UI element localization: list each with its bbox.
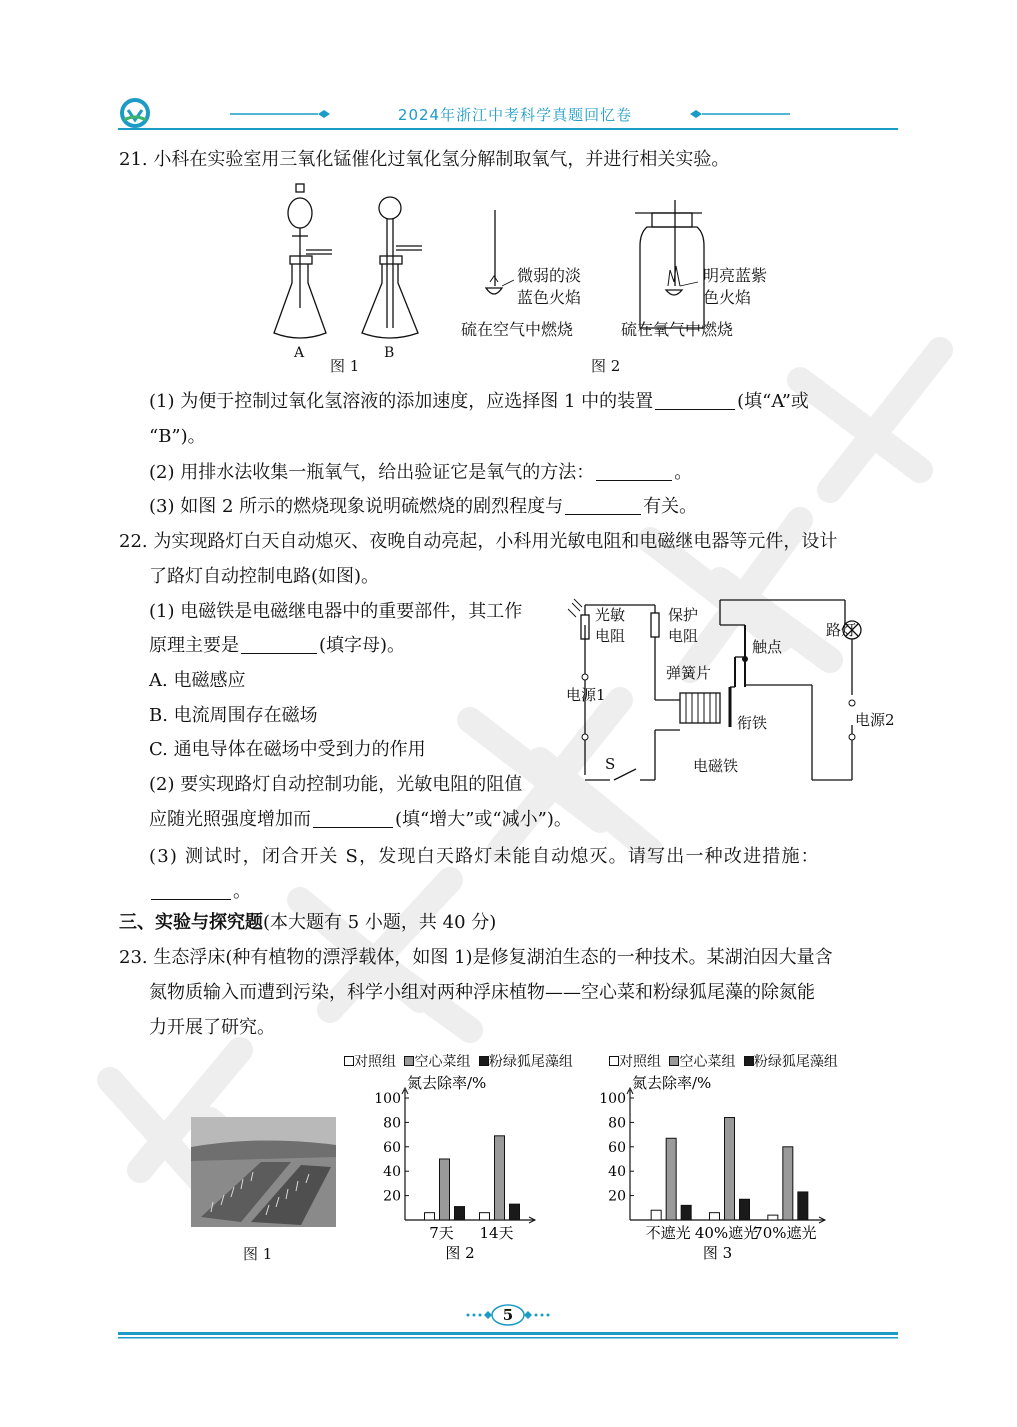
y-tick-label: 60 [608,1139,626,1156]
bar [768,1215,778,1220]
bar [710,1213,720,1220]
flame-air-label-2: 蓝色火焰 [517,288,582,307]
chart-caption: 图 3 [702,1244,733,1262]
q22-stem-2: 了路灯自动控制电路(如图)。 [149,566,380,587]
answer-blank[interactable] [313,809,393,828]
y-tick-label: 40 [608,1164,626,1181]
y-tick-label: 40 [383,1164,401,1181]
q21-fig2-caption: 图 2 [591,357,621,375]
bar [455,1207,465,1220]
chart3-legend: 对照组 空心菜组 粉绿狐尾藻组 [609,1051,838,1071]
bottle-oxygen-icon [635,200,704,328]
answer-blank[interactable] [151,881,231,900]
header-ornament-right [690,108,790,120]
x-tick-label: 7天 [429,1224,454,1242]
nitrogen-removal-chart-time [360,1072,550,1272]
electromagnet-label: 电磁铁 [693,757,739,775]
spring-label: 弹簧片 [666,664,712,682]
bar [666,1138,676,1220]
y-tick-label: 20 [383,1188,401,1205]
bar [425,1213,435,1220]
q22-option-c: C. 通电导体在磁场中受到力的作用 [149,739,426,760]
source2-label: 电源2 [855,711,895,729]
legend-swatch-parrot [744,1056,754,1066]
y-tick-label: 100 [374,1091,401,1107]
legend-swatch-control [344,1056,354,1066]
photoresistor-label-1: 光敏 [595,606,626,624]
q23-stem-2: 氮物质输入而遭到污染，科学小组对两种浮床植物——空心菜和粉绿狐尾藻的除氮能 [149,982,815,1003]
air-burning-caption: 硫在空气中燃烧 [461,320,574,339]
y-tick-label: 80 [383,1115,401,1132]
switch-label: S [605,755,616,773]
flame-oxygen-label-1: 明亮蓝紫 [703,266,768,285]
x-tick-label: 70%遮光 [753,1224,817,1242]
page-header-title: 2024年浙江中考科学真题回忆卷 [397,106,633,124]
answer-blank[interactable] [596,462,672,481]
flame-air-label-1: 微弱的淡 [517,266,582,285]
y-axis-label: 氮去除率/% [407,1074,487,1092]
page-number: 5 [502,1306,514,1324]
q22-option-b: B. 电流周围存在磁场 [149,705,318,726]
photoresistor-label-2: 电阻 [595,627,626,645]
q22-part2-b: 应随光照强度增加而 (填“增大”或“减小”)。 [149,809,572,830]
bar [798,1192,808,1220]
q21-figures [262,178,762,378]
q21-part2: (2) 用排水法收集一瓶氧气，给出验证它是氧气的方法： 。 [149,462,693,483]
armature-label: 衔铁 [737,714,768,732]
answer-blank[interactable] [241,635,317,654]
contact-label: 触点 [752,638,783,656]
legend-swatch-parrot [479,1056,489,1066]
flame-oxygen-label-2: 色火焰 [703,288,752,307]
bar [740,1199,750,1220]
q22-option-a: A. 电磁感应 [149,670,246,691]
nitrogen-removal-chart-shading [585,1072,835,1272]
y-tick-label: 80 [608,1115,626,1132]
source1-label: 电源1 [566,686,606,704]
bar [480,1213,490,1220]
legend-swatch-control [609,1056,619,1066]
y-tick-label: 100 [599,1091,626,1107]
bar [783,1147,793,1220]
bar [510,1204,520,1220]
chart2-legend: 对照组 空心菜组 粉绿狐尾藻组 [344,1051,573,1071]
answer-blank[interactable] [655,391,735,410]
switch-icon [614,769,636,780]
bar [440,1159,450,1220]
q21-part1: (1) 为便于控制过氧化氢溶液的添加速度，应选择图 1 中的装置 (填“A”或 [149,391,809,412]
q22-part3: (3) 测试时，闭合开关 S，发现白天路灯未能自动熄灭。请写出一种改进措施： [149,846,820,867]
flask-a-icon [274,184,332,338]
legend-swatch-spinach [404,1056,414,1066]
bar [651,1210,661,1220]
bar [725,1118,735,1220]
floating-bed-photo [191,1117,336,1227]
header-ornament-left [230,108,330,120]
q22-part1-b: 原理主要是 (填字母)。 [149,635,406,656]
q23-fig1-caption: 图 1 [243,1245,273,1263]
section-heading: 三、实验与探究题(本大题有 5 小题，共 40 分) [119,912,497,933]
spoon-air-icon [486,210,514,294]
oxygen-burning-caption: 硫在氧气中燃烧 [621,320,734,339]
y-tick-label: 60 [383,1139,401,1156]
lamp-label: 路灯 [826,621,857,639]
bar [681,1205,691,1220]
q22-stem-1: 22. 为实现路灯白天自动熄灭、夜晚自动亮起，小科用光敏电阻和电磁继电器等元件，设计 [119,531,838,552]
legend-swatch-spinach [669,1056,679,1066]
q22-part2-a: (2) 要实现路灯自动控制功能，光敏电阻的阻值 [149,774,523,795]
header-rule [118,128,898,130]
bar [495,1136,505,1220]
x-tick-label: 40%遮光 [694,1224,759,1242]
y-axis-label: 氮去除率/% [632,1074,712,1092]
protect-resistor-label-2: 电阻 [668,627,699,645]
flask-b-icon [362,197,422,338]
x-tick-label: 14天 [479,1224,514,1242]
logo-icon [118,96,154,130]
q22-part3-answer: 。 [149,880,251,904]
q21-stem: 21. 小科在实验室用三氧化锰催化过氧化氢分解制取氧气，并进行相关实验。 [119,149,730,170]
q21-part1-cont: “B”)。 [149,426,206,447]
q21-part3: (3) 如图 2 所示的燃烧现象说明硫燃烧的剧烈程度与 有关。 [149,496,698,517]
q21-fig1-caption: 图 1 [330,357,360,375]
q22-part1-a: (1) 电磁铁是电磁继电器中的重要部件，其工作 [149,601,523,622]
y-tick-label: 20 [608,1188,626,1205]
chart-caption: 图 2 [445,1244,475,1262]
protective-resistor-icon [651,613,659,637]
q23-stem-1: 23. 生态浮床(种有植物的漂浮载体，如图 1)是修复湖泊生态的一种技术。某湖泊因大量含 [119,947,833,968]
q23-stem-3: 力开展了研究。 [149,1017,275,1038]
fig1-label-b: B [384,345,395,361]
protect-resistor-label-1: 保护 [668,606,699,624]
answer-blank[interactable] [565,496,641,515]
fig1-label-a: A [294,345,305,361]
x-tick-label: 不遮光 [645,1224,691,1242]
